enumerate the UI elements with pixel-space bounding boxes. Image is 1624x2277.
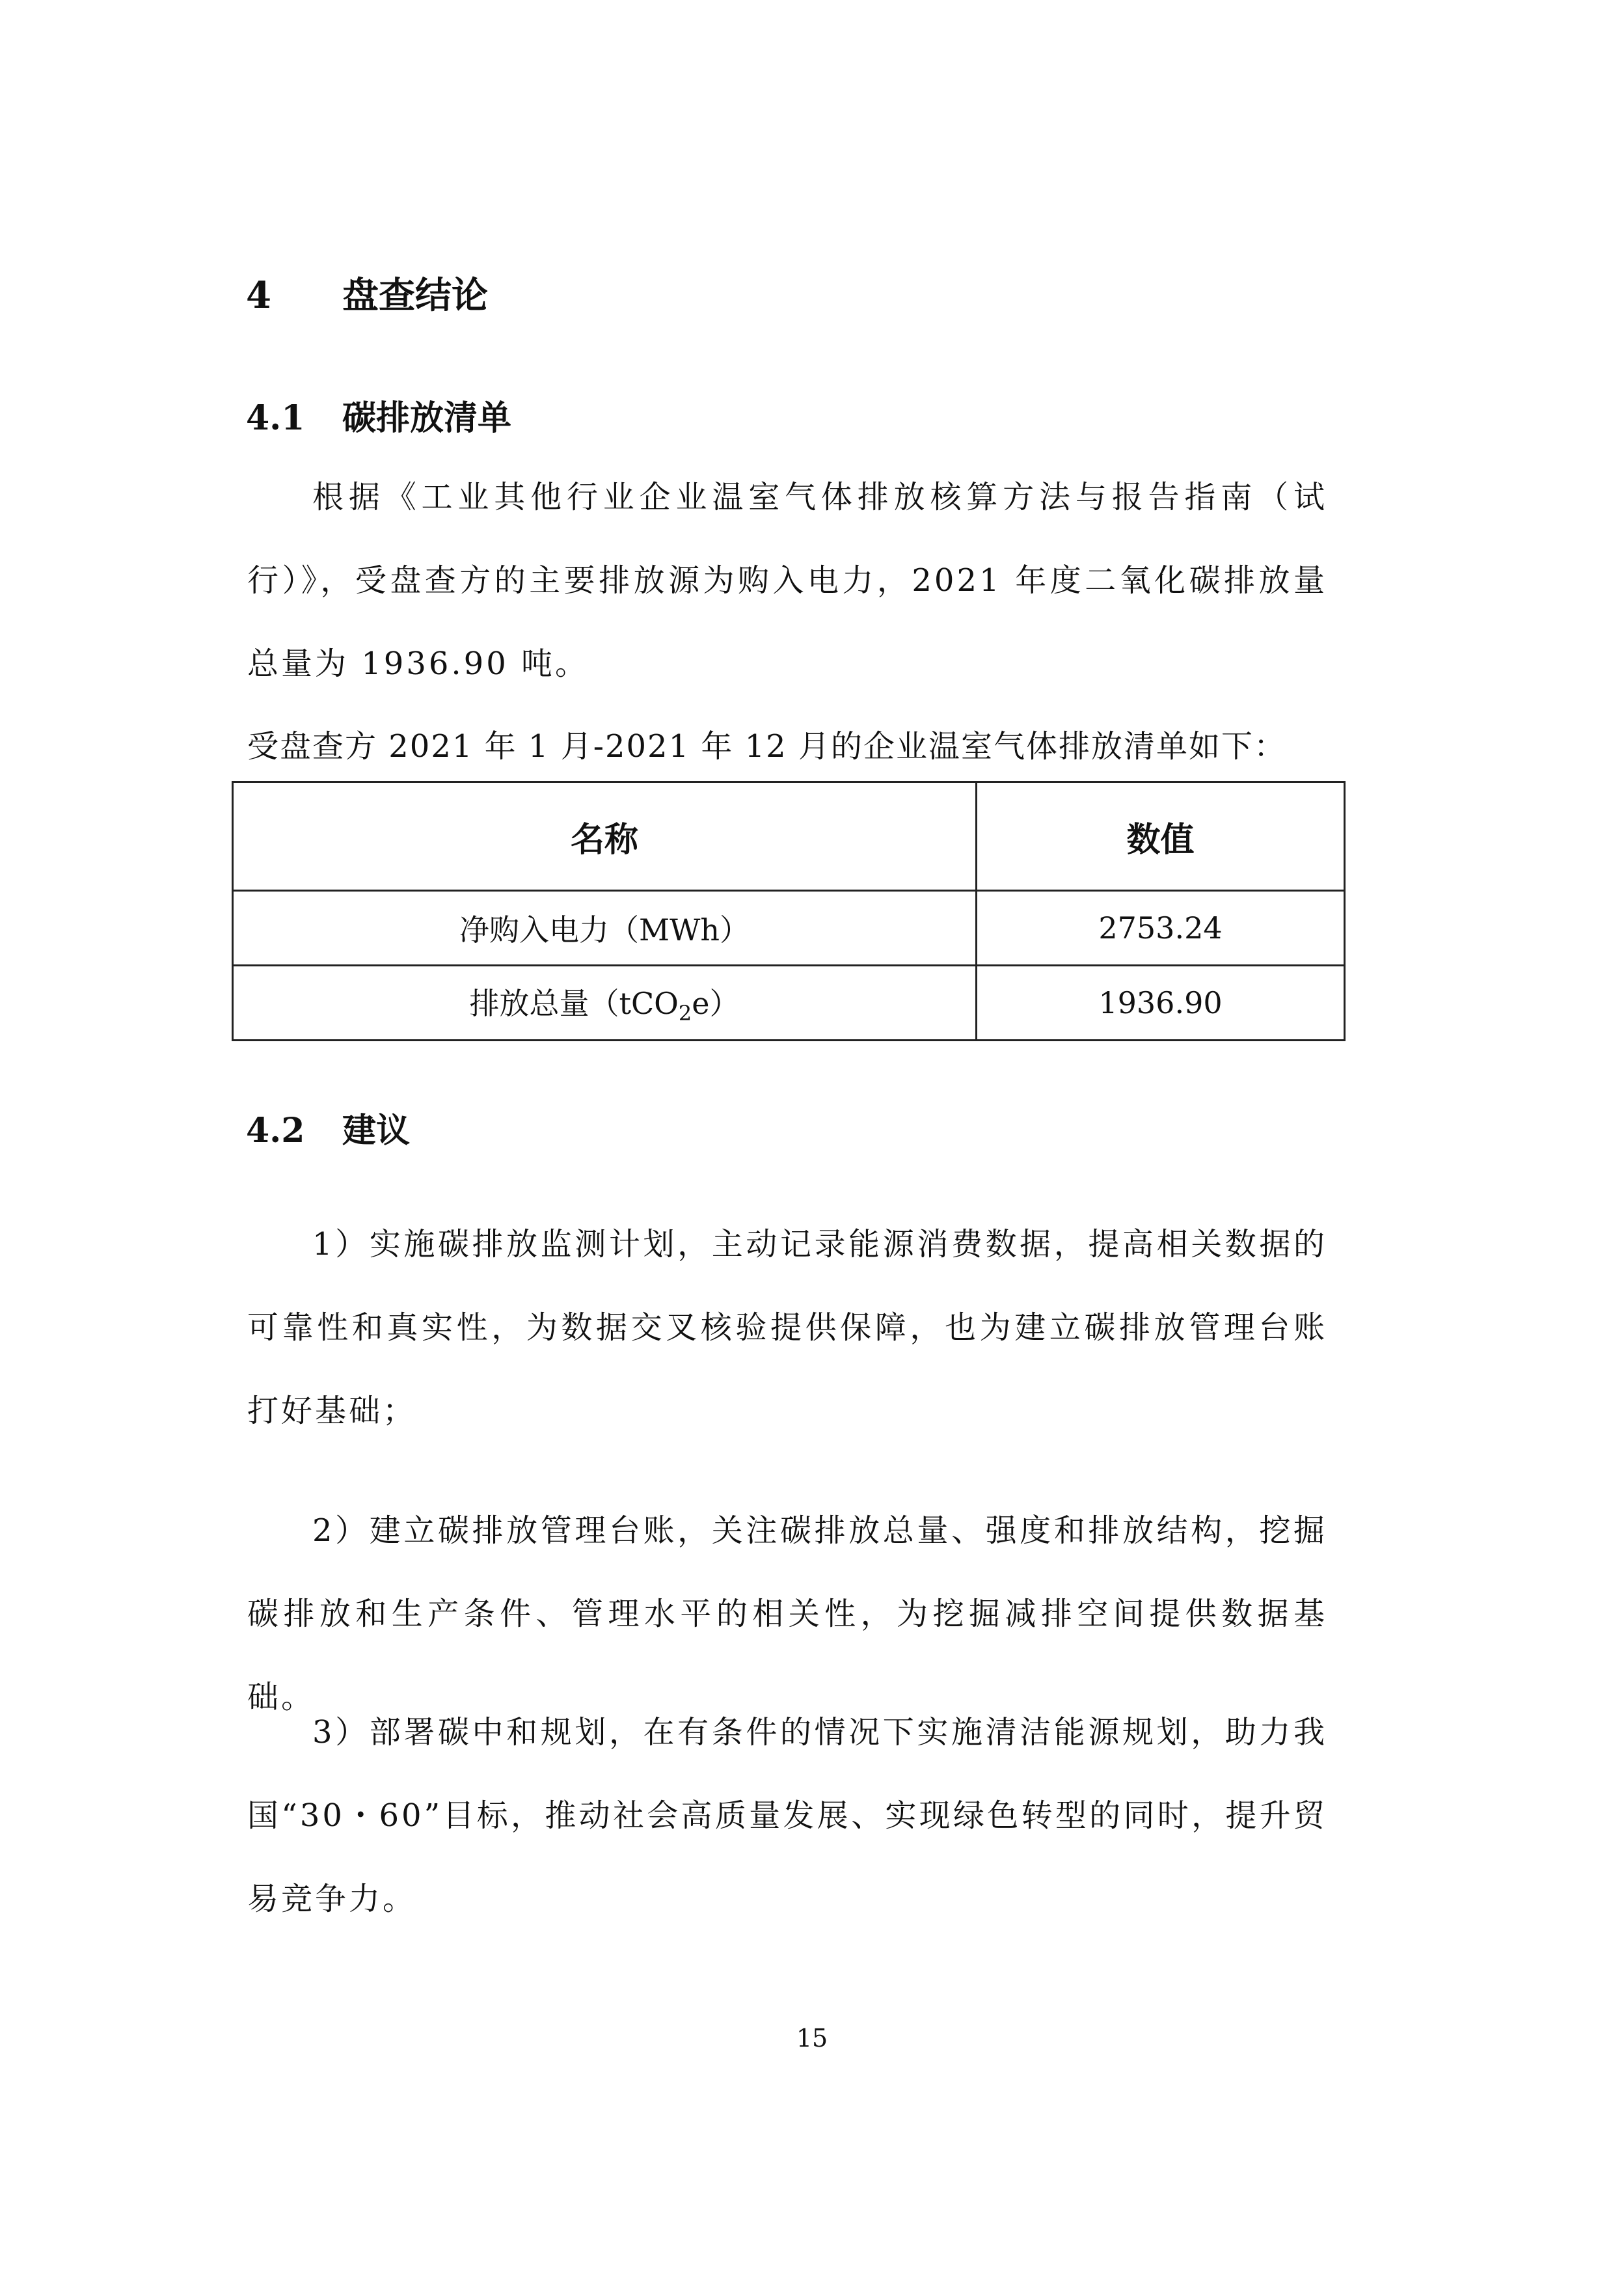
suggestion-3: 3）部署碳中和规划，在有条件的情况下实施清洁能源规划，助力我国“30・60”目标，推动社会高质量发展、实现绿色转型的同时，提升贸易竞争力。	[247, 1714, 1327, 1917]
intro-paragraph: 根据《工业其他行业企业温室气体排放核算方法与报告指南（试行）》，受盘查方的主要排放源为购入电力，2021 年度二氧化碳排放量总量为 1936.90 吨。	[247, 479, 1327, 682]
section-heading	[246, 267, 488, 319]
table-row	[233, 891, 1345, 966]
row-name: 净购入电力（MWh）	[233, 891, 977, 966]
row-name	[233, 966, 977, 1041]
header-value: 数值	[977, 782, 1345, 891]
subsection-heading-4-1	[246, 390, 511, 439]
header-name: 名称	[233, 782, 977, 891]
row-value: 2753.24	[977, 891, 1345, 966]
subsection-number: 4.1	[246, 398, 305, 438]
row-name-suffix: e）	[692, 985, 740, 1021]
row-value: 1936.90	[977, 966, 1345, 1041]
subsection-title: 建议	[342, 1111, 411, 1151]
subsection-number: 4.2	[246, 1111, 305, 1151]
row-name-subscript: 2	[678, 1001, 692, 1026]
page-number: 15	[796, 2024, 828, 2052]
table-header-row	[233, 782, 1345, 891]
suggestion-1: 1）实施碳排放监测计划，主动记录能源消费数据，提高相关数据的可靠性和真实性，为数据交叉核验提供保障，也为建立碳排放管理台账打好基础；	[247, 1226, 1327, 1429]
table-row	[233, 966, 1345, 1041]
subsection-title: 碳排放清单	[342, 398, 512, 438]
suggestion-2: 2）建立碳排放管理台账，关注碳排放总量、强度和排放结构，挖掘碳排放和生产条件、管理水平的相关性，为挖掘减排空间提供数据基础。	[247, 1512, 1327, 1715]
emission-inventory-table	[232, 781, 1346, 1041]
row-name-prefix: 排放总量（tCO	[469, 985, 679, 1021]
section-title: 盘查结论	[342, 274, 488, 317]
section-number: 4	[246, 274, 271, 317]
table-caption: 受盘查方 2021 年 1 月-2021 年 12 月的企业温室气体排放清单如下：	[247, 728, 1286, 765]
subsection-heading-4-2	[246, 1103, 410, 1152]
